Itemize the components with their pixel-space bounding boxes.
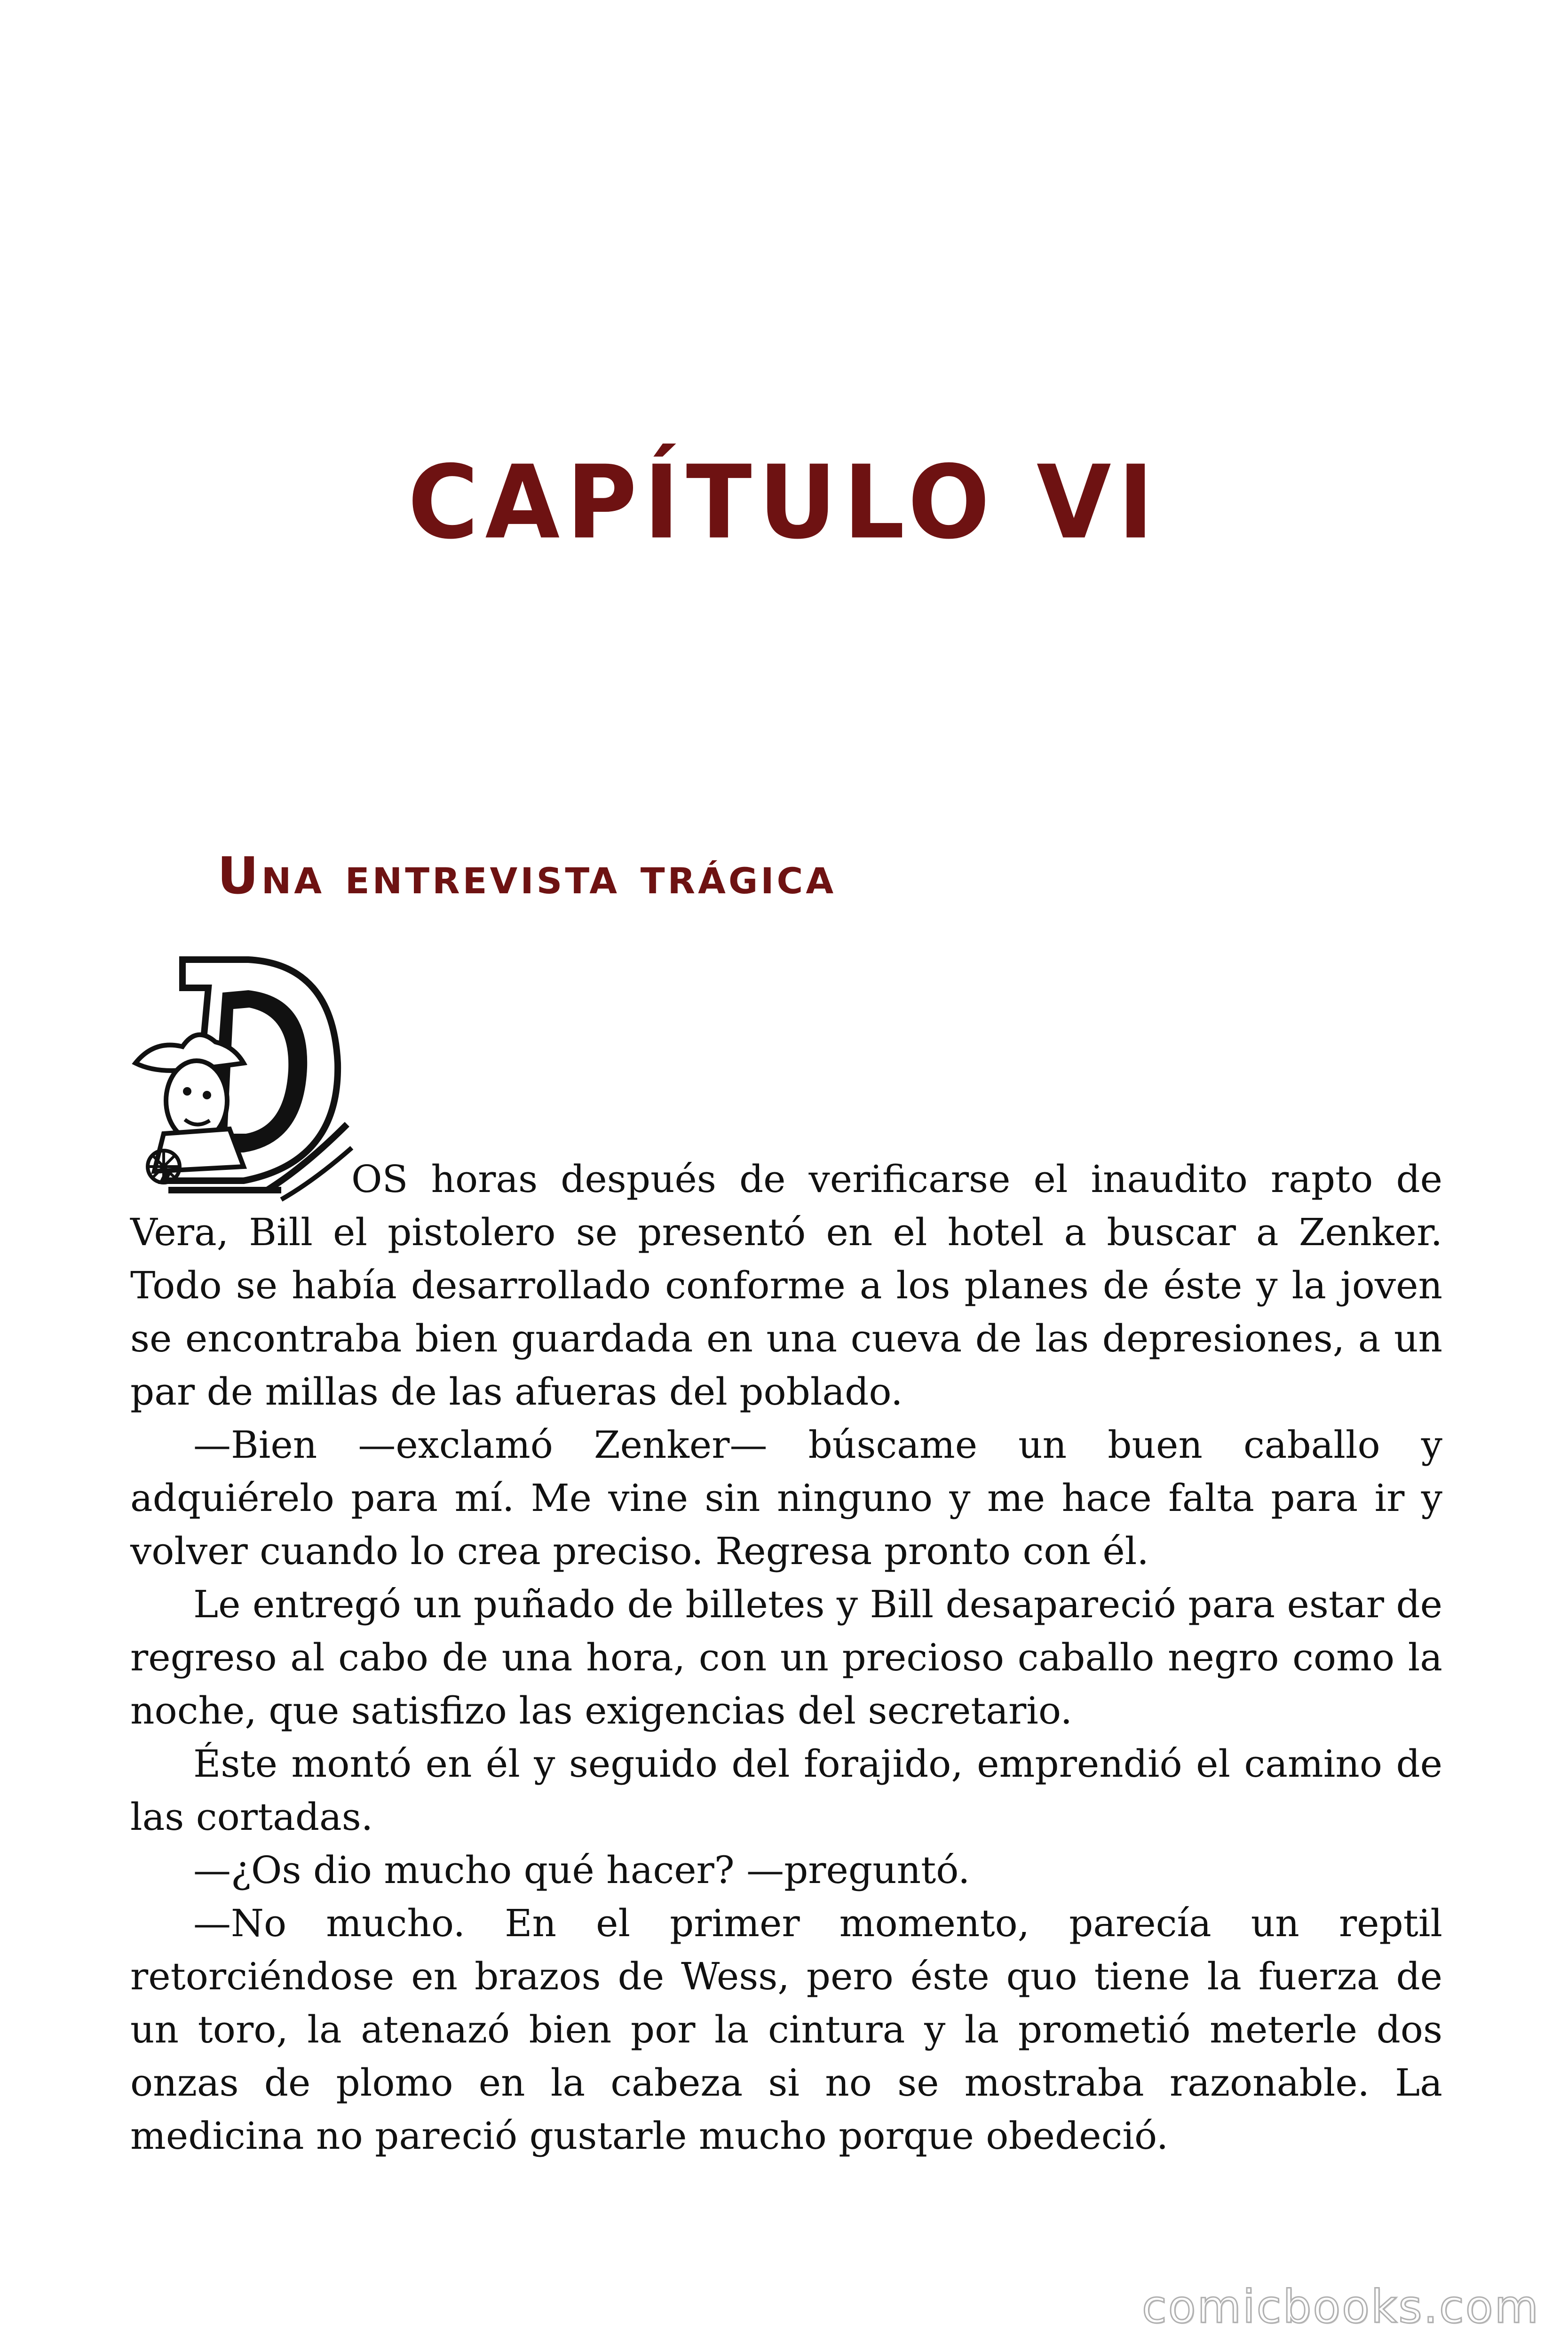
paragraph-2: —Bien —exclamó Zenker— búscame un buen caballo y adquiérelo para mí. Me vine sin ninguno y me hace falta para ir y volver cuando lo crea preciso. Regresa pronto con él. [130, 1423, 1442, 1573]
paragraph-3: Le entregó un puñado de billetes y Bill desapareció para estar de regreso al cabo de una hora, con un precioso caballo negro como la noche, que satisfizo las exigencias del secretario. [130, 1582, 1442, 1732]
body-text [130, 1152, 1442, 2162]
paragraph-1: OS horas después de verificarse el inaudito rapto de Vera, Bill el pistolero se presentó en el hotel a buscar a Zenker. Todo se había desarrollado conforme a los planes de éste y la joven se encontraba bien guardada en una cueva de las depresiones, a un par de millas de las afueras del poblado. [130, 1157, 1442, 1414]
section-title: Una entrevista trágica [217, 847, 837, 906]
paragraph-5: —¿Os dio mucho qué hacer? —preguntó. [193, 1848, 970, 1892]
paragraph-6: —No mucho. En el primer momento, parecía un reptil retorciéndose en brazos de Wess, pero éste quo tiene la fuerza de un toro, la atenazó bien por la cintura y la prometió meterle dos onzas de plomo en la cabeza si no se mostraba razonable. La medicina no pareció gustarle mucho porque obedeció. [130, 1901, 1442, 2158]
watermark: comicbooks.com [1141, 2280, 1540, 2333]
paragraph-4: Éste montó en él y seguido del forajido, emprendió el camino de las cortadas. [130, 1742, 1442, 1839]
chapter-title: CAPÍTULO VI [408, 444, 1160, 562]
